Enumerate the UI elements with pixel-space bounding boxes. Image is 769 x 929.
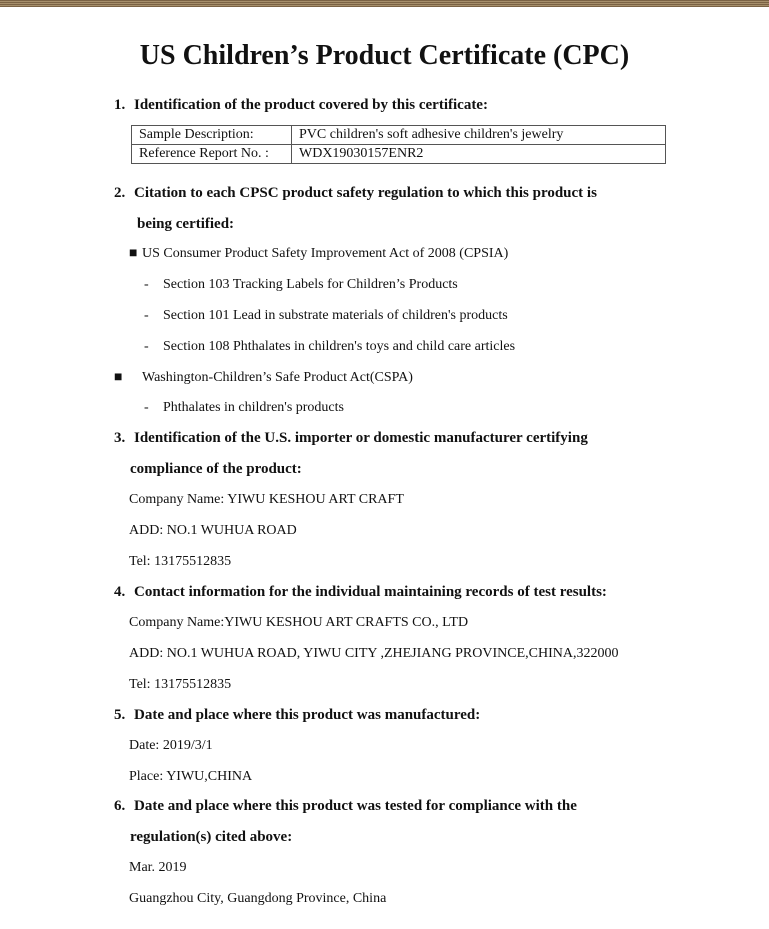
dash-bullet: - bbox=[144, 308, 149, 323]
product-table bbox=[131, 125, 666, 164]
records-address: ADD: NO.1 WUHUA ROAD, YIWU CITY ,ZHEJIANG PROVINCE,CHINA,322000 bbox=[129, 646, 619, 661]
dash-bullet: - bbox=[144, 339, 149, 354]
records-tel: Tel: 13175512835 bbox=[129, 677, 232, 692]
dash-bullet: - bbox=[144, 400, 149, 415]
section-5-number: 5. bbox=[114, 707, 126, 723]
importer-tel: Tel: 13175512835 bbox=[129, 554, 232, 569]
regulation-subitem: Section 103 Tracking Labels for Children’s Products bbox=[163, 277, 458, 292]
regulation-subitem: Phthalates in children's products bbox=[163, 400, 344, 415]
section-3-heading-cont: compliance of the product: bbox=[130, 461, 302, 477]
records-company: Company Name:YIWU KESHOU ART CRAFTS CO., LTD bbox=[129, 615, 469, 630]
section-6-heading: Date and place where this product was tested for compliance with the bbox=[134, 798, 577, 814]
test-place: Guangzhou City, Guangdong Province, China bbox=[129, 891, 387, 906]
section-6-heading-cont: regulation(s) cited above: bbox=[130, 829, 293, 845]
header-decorative-bar bbox=[0, 0, 769, 7]
page-title: US Children’s Product Certificate (CPC) bbox=[139, 40, 630, 71]
section-1-number: 1. bbox=[114, 97, 126, 113]
table-row bbox=[132, 126, 666, 145]
section-4-heading: Contact information for the individual maintaining records of test results: bbox=[134, 584, 607, 600]
table-label: Sample Description: bbox=[132, 126, 292, 145]
regulation-item: US Consumer Product Safety Improvement Act of 2008 (CPSIA) bbox=[142, 246, 509, 261]
section-2-heading: Citation to each CPSC product safety regulation to which this product is bbox=[134, 185, 597, 201]
dash-bullet: - bbox=[144, 277, 149, 292]
section-4-number: 4. bbox=[114, 584, 126, 600]
regulation-item: Washington-Children’s Safe Product Act(CSPA) bbox=[142, 370, 413, 385]
table-value: PVC children's soft adhesive children's jewelry bbox=[292, 126, 666, 145]
square-bullet-icon: ■ bbox=[129, 246, 138, 261]
square-bullet-icon: ■ bbox=[114, 370, 123, 385]
section-3-number: 3. bbox=[114, 430, 126, 446]
manufacture-place: Place: YIWU,CHINA bbox=[129, 769, 253, 784]
regulation-subitem: Section 108 Phthalates in children's toys and child care articles bbox=[163, 339, 516, 354]
section-2-heading-cont: being certified: bbox=[137, 216, 235, 232]
importer-company: Company Name: YIWU KESHOU ART CRAFT bbox=[129, 492, 404, 507]
test-date: Mar. 2019 bbox=[129, 860, 187, 875]
table-value: WDX19030157ENR2 bbox=[292, 145, 666, 164]
manufacture-date: Date: 2019/3/1 bbox=[129, 738, 213, 753]
section-1-heading: Identification of the product covered by this certificate: bbox=[134, 97, 488, 113]
section-5-heading: Date and place where this product was manufactured: bbox=[134, 707, 481, 723]
table-row bbox=[132, 145, 666, 164]
section-6-number: 6. bbox=[114, 798, 126, 814]
section-3-heading: Identification of the U.S. importer or domestic manufacturer certifying bbox=[134, 430, 588, 446]
section-2-number: 2. bbox=[114, 185, 126, 201]
importer-address: ADD: NO.1 WUHUA ROAD bbox=[129, 523, 297, 538]
regulation-subitem: Section 101 Lead in substrate materials of children's products bbox=[163, 308, 508, 323]
table-label: Reference Report No. : bbox=[132, 145, 292, 164]
